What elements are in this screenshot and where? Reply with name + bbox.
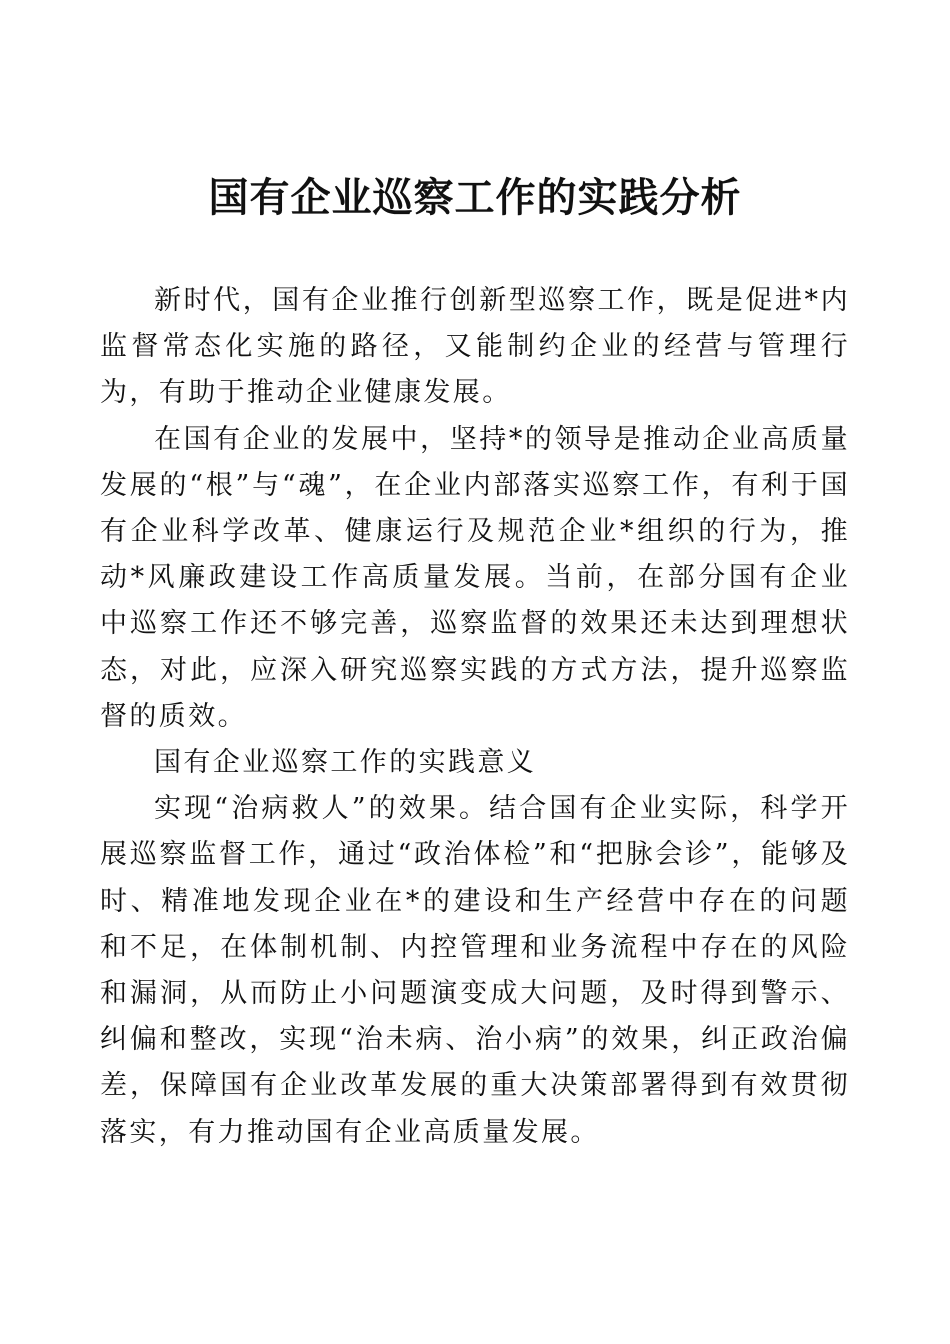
- paragraph-significance: 实现“治病救人”的效果。结合国有企业实际，科学开展巡察监督工作，通过“政治体检”和“把脉会诊”，能够及时、精准地发现企业在*的建设和生产经营中存在的问题和不足，在体制机制、内控管理和业务流程中存在的风险和漏洞，从而防止小问题演变成大问题，及时得到警示、纠偏和整改，实现“治未病、治小病”的效果，纠正政治偏差，保障国有企业改革发展的重大决策部署得到有效贯彻落实，有力推动国有企业高质量发展。: [100, 793, 850, 1148]
- paragraph-intro: 新时代，国有企业推行创新型巡察工作，既是促进*内监督常态化实施的路径，又能制约企业的经营与管理行为，有助于推动企业健康发展。: [100, 285, 850, 409]
- document-title: 国有企业巡察工作的实践分析: [208, 174, 742, 221]
- paragraph-background: 在国有企业的发展中，坚持*的领导是推动企业高质量发展的“根”与“魂”，在企业内部落实巡察工作，有利于国有企业科学改革、健康运行及规范企业*组织的行为，推动*风廉政建设工作高质量发展。当前，在部分国有企业中巡察工作还不够完善，巡察监督的效果还未达到理想状态，对此，应深入研究巡察实践的方式方法，提升巡察监督的质效。: [100, 423, 850, 732]
- document-body: [100, 278, 850, 1156]
- section-heading: 国有企业巡察工作的实践意义: [154, 747, 537, 779]
